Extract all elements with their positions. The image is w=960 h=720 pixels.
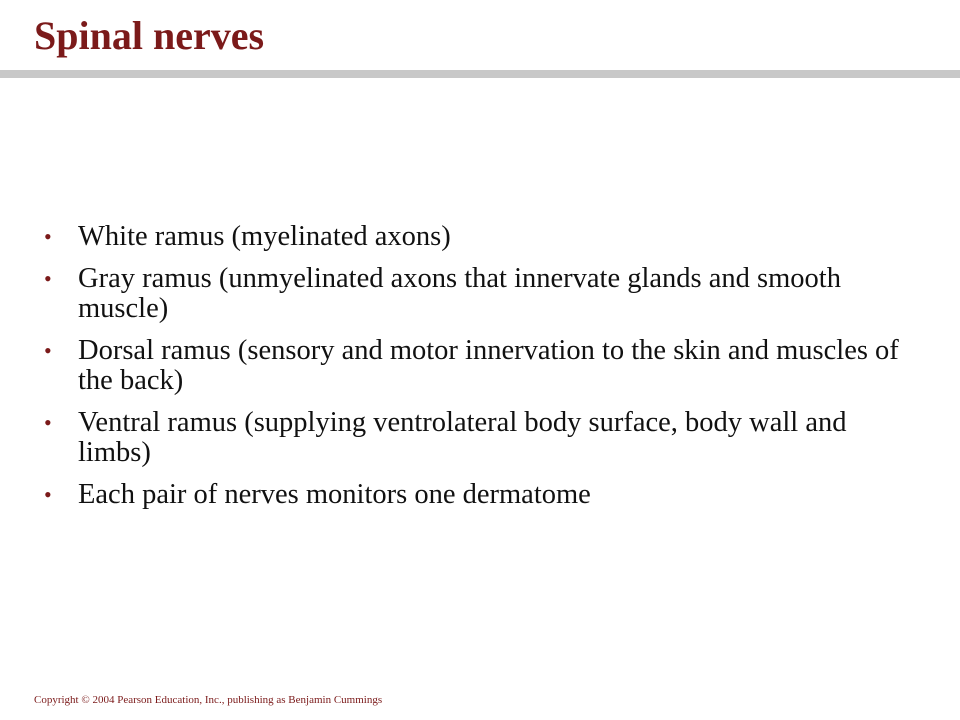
bullet-dot-icon: •	[44, 338, 52, 363]
list-item	[44, 222, 924, 252]
bullet-text: White ramus (myelinated axons)	[78, 221, 451, 252]
slide-title: Spinal nerves	[34, 13, 265, 58]
bullet-dot-icon: •	[44, 266, 52, 291]
list-item	[44, 408, 924, 468]
bullet-dot-icon: •	[44, 224, 52, 249]
bullet-list	[44, 222, 924, 522]
list-item	[44, 264, 924, 324]
title-divider	[0, 70, 960, 78]
list-item	[44, 336, 924, 396]
bullet-text: Ventral ramus (supplying ventrolateral body surface, body wall and limbs)	[78, 407, 847, 468]
bullet-text: Dorsal ramus (sensory and motor innervation to the skin and muscles of the back)	[78, 335, 899, 396]
bullet-text: Each pair of nerves monitors one dermatome	[78, 479, 591, 510]
copyright-notice: Copyright © 2004 Pearson Education, Inc., publishing as Benjamin Cummings	[34, 694, 383, 706]
bullet-text: Gray ramus (unmyelinated axons that innervate glands and smooth muscle)	[78, 263, 841, 324]
list-item	[44, 480, 924, 510]
bullet-dot-icon: •	[44, 410, 52, 435]
bullet-dot-icon: •	[44, 482, 52, 507]
